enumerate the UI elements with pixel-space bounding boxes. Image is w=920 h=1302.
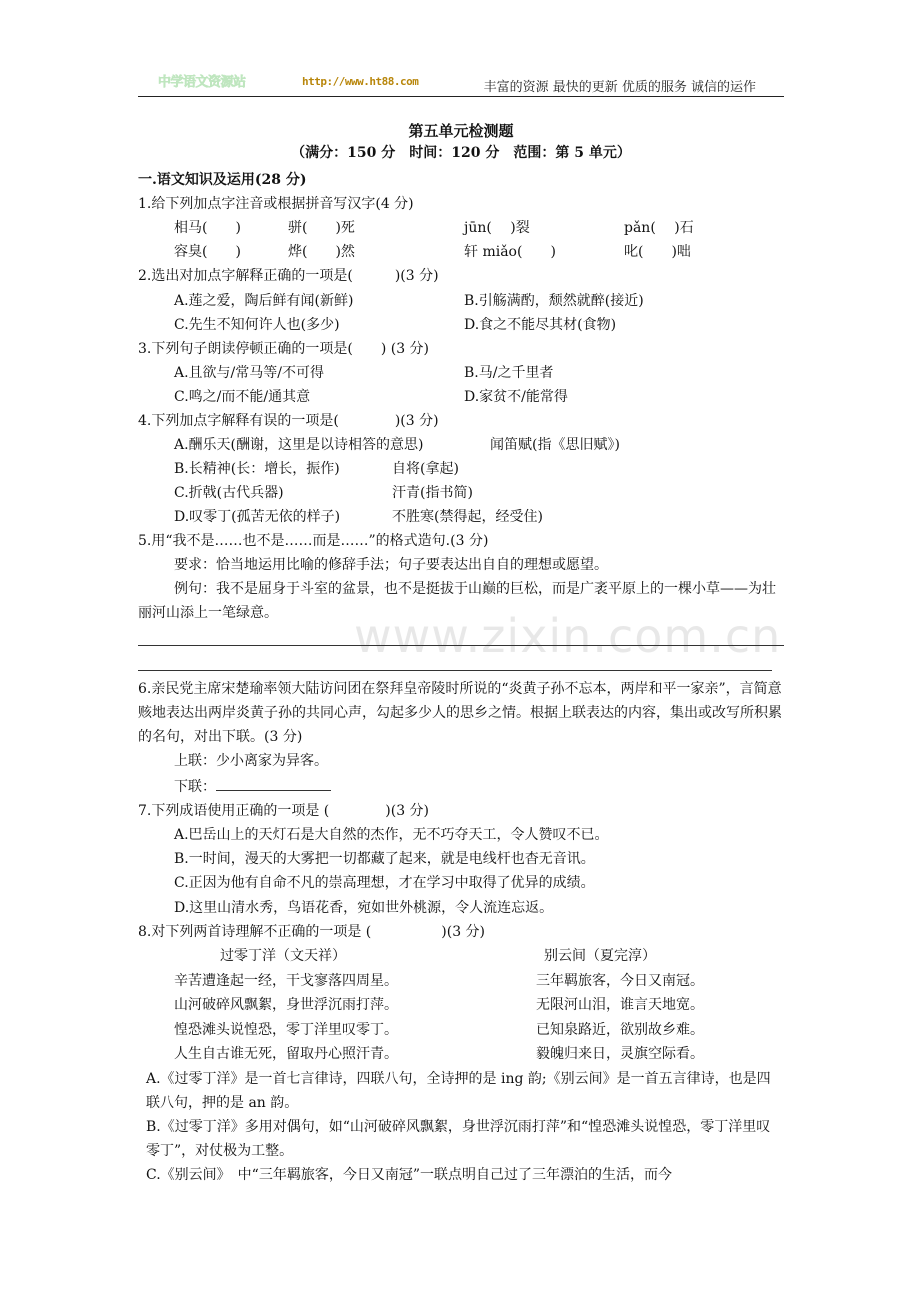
header-slogan: 丰富的资源 最快的更新 优质的服务 诚信的运作: [483, 80, 756, 95]
question-4-option-a: [138, 433, 784, 457]
option-a: A.莲之爱，陶后鲜有闻(新鲜): [174, 292, 354, 309]
option-d: D.这里山清水秀，鸟语花香，宛如世外桃源，令人流连忘返。: [174, 899, 554, 916]
svg-text:www.zixin.com.cn: www.zixin.com.cn: [354, 609, 782, 663]
poem-titles: [138, 944, 784, 969]
q1-item: 相马( ): [174, 220, 241, 237]
poem-1-line: 辛苦遭逢起一经，干戈寥落四周星。: [174, 972, 398, 989]
option-b: B.一时间，漫天的大雾把一切都藏了起来，就是电线杆也杳无音讯。: [174, 851, 595, 868]
option-b-part-2: 自将(拿起): [392, 461, 459, 478]
exam-title: 第五单元检测题: [408, 122, 514, 140]
poem-2-line: 三年羁旅客，今日又南冠。: [536, 972, 704, 989]
option-d: D.家贫不/能常得: [464, 388, 568, 405]
question-1-stem: 1.给下列加点字注音或根据拼音写汉字(4 分): [138, 196, 414, 213]
option-c: C.鸣之/而不能/通其意: [174, 388, 311, 405]
q1-item: 容臭( ): [174, 244, 241, 261]
option-d-part-1: D.叹零丁(孤苦无依的样子): [174, 509, 341, 526]
question-6-upper-couplet: 上联：少小离家为异客。: [174, 753, 328, 770]
option-d-part-2: 不胜寒(禁得起，经受住): [392, 509, 543, 526]
question-4-option-d: [138, 505, 784, 529]
question-8-stem: 8.对下列两首诗理解不正确的一项是 ( )(3 分): [138, 923, 486, 940]
option-b: B.马/之千里者: [464, 364, 554, 381]
poem-line-row: [138, 1042, 784, 1067]
question-8-option-b: B.《过零丁洋》多用对偶句，如“山河破碎风飘絮，身世浮沉雨打萍”和“惶恐滩头说惶恐，零丁洋里叹零丁”，对仗极为工整。: [146, 1118, 771, 1159]
lower-couplet-label: 下联：: [174, 778, 216, 795]
option-b: B.引觞满酌，颓然就醉(接近): [464, 292, 644, 309]
svg-text:中学语文资源站: 中学语文资源站: [158, 75, 246, 90]
poem-1-line: 惶恐滩头说惶恐，零丁洋里叹零丁。: [174, 1021, 398, 1038]
option-b-part-1: B.长精神(长：增长，振作): [174, 461, 340, 478]
question-3-stem: 3.下列句子朗读停顿正确的一项是( ) (3 分): [138, 340, 430, 357]
question-5-stem: 5.用“我不是……也不是……而是……”的格式造句.(3 分): [138, 533, 489, 550]
answer-line-1[interactable]: [138, 627, 784, 646]
q1-item: jūn( )裂: [464, 220, 530, 237]
poem-2-line: 毅魄归来日，灵旗空际看。: [536, 1046, 704, 1063]
site-logo-mark: [158, 72, 298, 90]
poem-2-line: 无限河山泪，谁言天地宽。: [536, 997, 704, 1014]
poem-line-row: [138, 969, 784, 994]
option-a-part-2: 闻笛赋(指《思旧赋》): [490, 437, 620, 454]
site-logo[interactable]: [158, 72, 418, 90]
q1-item: pǎn( )石: [624, 220, 694, 237]
option-c-part-1: C.折戟(古代兵器): [174, 485, 284, 502]
question-1-row-1: [138, 216, 784, 240]
exam-subtitle: （满分：150 分 时间：120 分 范围：第 5 单元）: [291, 145, 631, 161]
question-2-stem: 2.选出对加点字解释正确的一项是( )(3 分): [138, 268, 439, 285]
option-c: C.正因为他有自命不凡的崇高理想，才在学习中取得了优异的成绩。: [174, 875, 595, 892]
option-a-part-1: A.酬乐天(酬谢，这里是以诗相答的意思): [174, 437, 424, 454]
exam-document: [138, 118, 784, 1187]
option-a: A.且欲与/常马等/不可得: [174, 364, 324, 381]
lower-couplet-answer[interactable]: [216, 774, 331, 791]
question-2-options-cd: [138, 313, 784, 337]
question-5-requirement: 要求：恰当地运用比喻的修辞手法；句子要表达出自自的理想或愿望。: [174, 557, 608, 574]
q1-item: 烨( )然: [288, 244, 355, 261]
q1-item: 叱( )咄: [624, 244, 691, 261]
question-4-option-c: [138, 481, 784, 505]
question-3-options-ab: [138, 361, 784, 385]
question-8-option-c: C.《别云间》 中“三年羁旅客，今日又南冠”一联点明自己过了三年漂泊的生活，而今: [146, 1166, 672, 1183]
page-header: [138, 70, 784, 97]
option-a: A.巴岳山上的天灯石是大自然的杰作，无不巧夺天工，令人赞叹不已。: [174, 827, 609, 844]
section-heading: 一.语文知识及运用(28 分): [138, 172, 307, 188]
poem-1-line: 山河破碎风飘絮，身世浮沉雨打萍。: [174, 997, 398, 1014]
question-8-option-a: A.《过零丁洋》是一首七言律诗，四联八句，全诗押的是 ing 韵;《别云间》是一首五言律诗，也是四联八句，押的是 an 韵。: [146, 1070, 771, 1111]
option-c: C.先生不知何许人也(多少): [174, 316, 340, 333]
question-4-option-b: [138, 457, 784, 481]
question-3-options-cd: [138, 385, 784, 409]
q1-item: 轩 miǎo( ): [464, 244, 556, 261]
option-d: D.食之不能尽其材(食物): [464, 316, 617, 333]
site-url[interactable]: http://www.ht88.com: [302, 74, 419, 88]
question-4-stem: 4.下列加点字解释有误的一项是( )(3 分): [138, 412, 439, 429]
question-6-lower-couplet: [138, 774, 784, 799]
question-2-options-ab: [138, 289, 784, 313]
poem-line-row: [138, 993, 784, 1018]
poem-line-row: [138, 1018, 784, 1043]
option-c-part-2: 汗青(指书简): [392, 485, 473, 502]
question-5-example: 例句：我不是屈身于斗室的盆景，也不是挺拔于山巅的巨松，而是广袤平原上的一棵小草——为壮丽河山添上一笔绿意。: [138, 581, 776, 622]
poem-2-title: 别云间（夏完淳）: [544, 948, 656, 965]
poem-2-line: 已知泉路近，欲别故乡难。: [536, 1021, 704, 1038]
answer-line-2[interactable]: [138, 652, 772, 671]
poem-1-title: 过零丁洋（文天祥）: [220, 948, 346, 965]
question-1-row-2: [138, 240, 784, 264]
q1-item: 骈( )死: [288, 220, 355, 237]
poem-1-line: 人生自古谁无死，留取丹心照汗青。: [174, 1046, 398, 1063]
question-6-stem: 6.亲民党主席宋楚瑜率领大陆访问团在祭拜皇帝陵时所说的“炎黄子孙不忘本，两岸和平一家亲”，言简意赅地表达出两岸炎黄子孙的共同心声，勾起多少人的思乡之情。根据上联表达的内容，集出或改写所积累的名句，对出下联。(3 分): [138, 681, 782, 746]
question-7-stem: 7.下列成语使用正确的一项是 ( )(3 分): [138, 802, 430, 819]
